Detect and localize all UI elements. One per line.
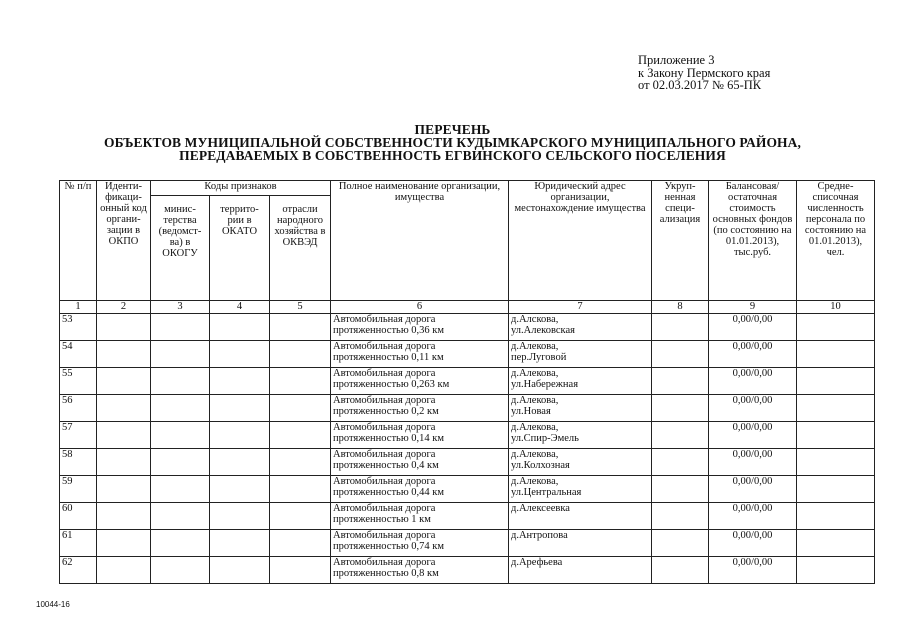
- header-okogu: минис-терства (ведомст-ва) в ОКОГУ: [151, 196, 210, 301]
- appendix-line: к Закону Пермского края: [638, 65, 771, 80]
- table-row: [60, 422, 875, 449]
- table-row: [60, 395, 875, 422]
- cell-okato: [210, 530, 270, 557]
- cell-okpo: [97, 341, 151, 368]
- column-number: 6: [331, 301, 509, 314]
- cell-num: [60, 395, 97, 422]
- table-row: [60, 314, 875, 341]
- cell-okved: [270, 476, 331, 503]
- property-table: [59, 180, 875, 584]
- cell-num-line: 59: [62, 476, 73, 487]
- cell-address-line: пер.Луговой: [511, 352, 567, 363]
- cell-okogu: [151, 395, 210, 422]
- cell-name: [331, 476, 509, 503]
- table-row: [60, 368, 875, 395]
- cell-okato: [210, 368, 270, 395]
- cell-enlargement: [652, 314, 709, 341]
- cell-num: [60, 422, 97, 449]
- cell-okato: [210, 395, 270, 422]
- cell-address-line: ул.Алековская: [511, 325, 575, 336]
- header-codes: Коды признаков: [151, 181, 331, 196]
- header-cost: Балансовая/ остаточная стоимость основных фондов (по состоянию на 01.01.2013), тыс.руб.: [709, 181, 797, 301]
- cell-okpo: [97, 395, 151, 422]
- cell-cost-line: 0,00/0,00: [732, 314, 773, 325]
- cell-okpo: [97, 476, 151, 503]
- cell-name: [331, 530, 509, 557]
- cell-address: [509, 395, 652, 422]
- cell-staff: [797, 368, 875, 395]
- header-num: № п/п: [60, 181, 97, 301]
- cell-cost: [709, 530, 797, 557]
- cell-okpo: [97, 503, 151, 530]
- cell-num: [60, 476, 97, 503]
- column-number: 7: [509, 301, 652, 314]
- cell-name-line: Автомобильная дорога: [333, 314, 436, 325]
- cell-name: [331, 422, 509, 449]
- column-number: 8: [652, 301, 709, 314]
- cell-address-line: д.Алскова,: [511, 314, 559, 325]
- cell-num: [60, 530, 97, 557]
- cell-address: [509, 449, 652, 476]
- cell-okogu: [151, 557, 210, 584]
- cell-num: [60, 557, 97, 584]
- cell-name: [331, 395, 509, 422]
- cell-enlargement: [652, 422, 709, 449]
- cell-cost: [709, 395, 797, 422]
- table-row: [60, 341, 875, 368]
- cell-cost: [709, 368, 797, 395]
- cell-enlargement: [652, 557, 709, 584]
- cell-name: [331, 314, 509, 341]
- cell-name-line: протяженностью 0,263 км: [333, 379, 450, 390]
- cell-cost: [709, 314, 797, 341]
- cell-cost-line: 0,00/0,00: [732, 395, 773, 406]
- cell-name: [331, 557, 509, 584]
- cell-okogu: [151, 449, 210, 476]
- cell-num-line: 61: [62, 530, 73, 541]
- cell-okogu: [151, 314, 210, 341]
- cell-cost: [709, 341, 797, 368]
- cell-okato: [210, 476, 270, 503]
- cell-staff: [797, 449, 875, 476]
- cell-okpo: [97, 422, 151, 449]
- cell-address-line: д.Алекова,: [511, 395, 559, 406]
- cell-address-line: д.Антропова: [511, 530, 568, 541]
- cell-name-line: Автомобильная дорога: [333, 476, 436, 487]
- cell-name-line: протяженностью 0,8 км: [333, 568, 439, 579]
- cell-okved: [270, 503, 331, 530]
- cell-address: [509, 341, 652, 368]
- cell-name-line: протяженностью 0,4 км: [333, 460, 439, 471]
- title-line: ПЕРЕЧЕНЬ: [414, 122, 491, 137]
- column-number: 10: [797, 301, 875, 314]
- cell-name-line: протяженностью 0,44 км: [333, 487, 445, 498]
- header-okved: отрасли народного хозяйства в ОКВЭД: [270, 196, 331, 301]
- cell-okved: [270, 449, 331, 476]
- cell-enlargement: [652, 368, 709, 395]
- table-row: [60, 530, 875, 557]
- table-row: [60, 476, 875, 503]
- cell-okpo: [97, 314, 151, 341]
- cell-cost-line: 0,00/0,00: [732, 341, 773, 352]
- cell-okogu: [151, 422, 210, 449]
- cell-cost-line: 0,00/0,00: [732, 368, 773, 379]
- cell-cost-line: 0,00/0,00: [732, 422, 773, 433]
- cell-okato: [210, 503, 270, 530]
- cell-name-line: Автомобильная дорога: [333, 530, 436, 541]
- appendix-note: [638, 54, 770, 92]
- column-number: 9: [709, 301, 797, 314]
- cell-name: [331, 341, 509, 368]
- cell-okogu: [151, 368, 210, 395]
- table-row: [60, 503, 875, 530]
- cell-address: [509, 530, 652, 557]
- cell-cost-line: 0,00/0,00: [732, 476, 773, 487]
- cell-num-line: 62: [62, 557, 73, 568]
- cell-num: [60, 314, 97, 341]
- cell-address: [509, 557, 652, 584]
- cell-address-line: д.Алекова,: [511, 422, 559, 433]
- cell-okved: [270, 368, 331, 395]
- cell-cost-line: 0,00/0,00: [732, 530, 773, 541]
- cell-enlargement: [652, 395, 709, 422]
- cell-address-line: д.Алекова,: [511, 476, 559, 487]
- cell-name-line: протяженностью 0,74 км: [333, 541, 445, 552]
- cell-address-line: ул.Спир-Эмель: [511, 433, 579, 444]
- cell-enlargement: [652, 449, 709, 476]
- cell-staff: [797, 476, 875, 503]
- cell-okved: [270, 530, 331, 557]
- title-line: ПЕРЕДАВАЕМЫХ В СОБСТВЕННОСТЬ ЕГВИНСКОГО СЕЛЬСКОГО ПОСЕЛЕНИЯ: [179, 148, 726, 163]
- cell-address-line: д.Алексеевка: [511, 503, 570, 514]
- header-name: Полное наименование организации, имущества: [331, 181, 509, 301]
- cell-address-line: ул.Колхозная: [511, 460, 570, 471]
- cell-cost-line: 0,00/0,00: [732, 449, 773, 460]
- document-title: [0, 123, 905, 162]
- cell-name: [331, 503, 509, 530]
- cell-address-line: ул.Новая: [511, 406, 551, 417]
- cell-okved: [270, 557, 331, 584]
- cell-address: [509, 314, 652, 341]
- cell-staff: [797, 341, 875, 368]
- cell-name-line: протяженностью 0,36 км: [333, 325, 445, 336]
- cell-address: [509, 368, 652, 395]
- column-number: 4: [210, 301, 270, 314]
- cell-enlargement: [652, 530, 709, 557]
- cell-okpo: [97, 530, 151, 557]
- cell-address: [509, 476, 652, 503]
- cell-address-line: д.Арефьева: [511, 557, 563, 568]
- cell-name-line: протяженностью 0,14 км: [333, 433, 445, 444]
- cell-address: [509, 503, 652, 530]
- cell-name: [331, 449, 509, 476]
- cell-name-line: Автомобильная дорога: [333, 503, 436, 514]
- cell-okato: [210, 314, 270, 341]
- cell-name-line: протяженностью 1 км: [333, 514, 431, 525]
- cell-staff: [797, 557, 875, 584]
- cell-name-line: Автомобильная дорога: [333, 368, 436, 379]
- cell-enlargement: [652, 341, 709, 368]
- cell-cost-line: 0,00/0,00: [732, 503, 773, 514]
- cell-cost: [709, 449, 797, 476]
- cell-num: [60, 449, 97, 476]
- cell-okato: [210, 341, 270, 368]
- cell-cost: [709, 557, 797, 584]
- cell-okato: [210, 422, 270, 449]
- document-code: 10044-16: [36, 600, 70, 609]
- cell-cost: [709, 476, 797, 503]
- cell-address-line: д.Алекова,: [511, 341, 559, 352]
- table-row: [60, 557, 875, 584]
- cell-cost-line: 0,00/0,00: [732, 557, 773, 568]
- appendix-line: от 02.03.2017 № 65-ПК: [638, 78, 762, 92]
- header-staff: Средне-списочная численность персонала по состоянию на 01.01.2013), чел.: [797, 181, 875, 301]
- column-number: 3: [151, 301, 210, 314]
- column-number: 2: [97, 301, 151, 314]
- cell-okved: [270, 341, 331, 368]
- cell-address: [509, 422, 652, 449]
- cell-name-line: Автомобильная дорога: [333, 395, 436, 406]
- cell-staff: [797, 503, 875, 530]
- cell-enlargement: [652, 476, 709, 503]
- cell-address-line: ул.Центральная: [511, 487, 582, 498]
- cell-staff: [797, 530, 875, 557]
- cell-staff: [797, 422, 875, 449]
- column-number-row: [60, 301, 875, 314]
- cell-address-line: ул.Набережная: [511, 379, 579, 390]
- cell-name-line: Автомобильная дорога: [333, 422, 436, 433]
- cell-okato: [210, 449, 270, 476]
- cell-okogu: [151, 476, 210, 503]
- header-okato: террито-рии в ОКАТО: [210, 196, 270, 301]
- cell-name-line: протяженностью 0,2 км: [333, 406, 439, 417]
- cell-okved: [270, 422, 331, 449]
- cell-num-line: 57: [62, 422, 73, 433]
- cell-staff: [797, 395, 875, 422]
- cell-name-line: Автомобильная дорога: [333, 341, 436, 352]
- cell-num: [60, 368, 97, 395]
- cell-num-line: 54: [62, 341, 73, 352]
- cell-num: [60, 503, 97, 530]
- column-number: 1: [60, 301, 97, 314]
- cell-staff: [797, 314, 875, 341]
- column-number: 5: [270, 301, 331, 314]
- cell-name-line: Автомобильная дорога: [333, 449, 436, 460]
- header-address: Юридический адрес организации, местонахождение имущества: [509, 181, 652, 301]
- header-okpo: Иденти-фикаци-онный код органи-зации в ОКПО: [97, 181, 151, 301]
- appendix-line: Приложение 3: [638, 53, 715, 67]
- cell-cost: [709, 422, 797, 449]
- cell-num-line: 53: [62, 314, 73, 325]
- cell-okved: [270, 395, 331, 422]
- cell-name-line: протяженностью 0,11 км: [333, 352, 444, 363]
- cell-num-line: 56: [62, 395, 73, 406]
- table-body: [60, 314, 875, 584]
- table-row: [60, 449, 875, 476]
- cell-okogu: [151, 530, 210, 557]
- cell-enlargement: [652, 503, 709, 530]
- cell-name: [331, 368, 509, 395]
- cell-num-line: 55: [62, 368, 73, 379]
- cell-okato: [210, 557, 270, 584]
- cell-okpo: [97, 368, 151, 395]
- cell-okogu: [151, 341, 210, 368]
- cell-num-line: 58: [62, 449, 73, 460]
- cell-num: [60, 341, 97, 368]
- cell-okpo: [97, 557, 151, 584]
- cell-address-line: д.Алекова,: [511, 449, 559, 460]
- title-line: ОБЪЕКТОВ МУНИЦИПАЛЬНОЙ СОБСТВЕННОСТИ КУДЫМКАРСКОГО МУНИЦИПАЛЬНОГО РАЙОНА,: [104, 135, 801, 150]
- cell-address-line: д.Алекова,: [511, 368, 559, 379]
- header-enlargement: Укруп-ненная специ-ализация: [652, 181, 709, 301]
- cell-okogu: [151, 503, 210, 530]
- cell-cost: [709, 503, 797, 530]
- cell-okpo: [97, 449, 151, 476]
- cell-okved: [270, 314, 331, 341]
- cell-name-line: Автомобильная дорога: [333, 557, 436, 568]
- cell-num-line: 60: [62, 503, 73, 514]
